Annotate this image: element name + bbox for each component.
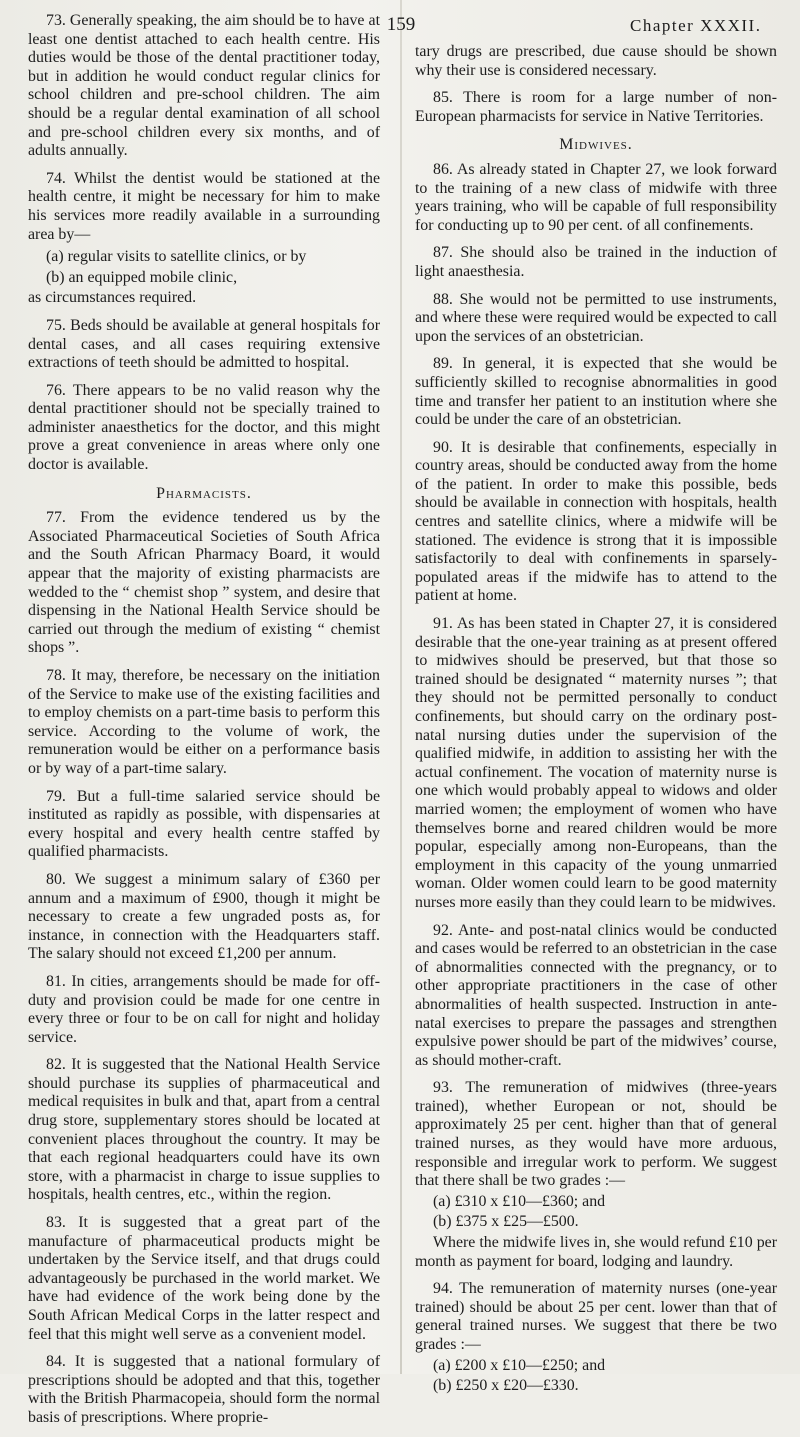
paragraph-82: 82. It is suggested that the National Health Service should purchase its supplies of pharmaceutical and medical requisites in bulk and that, apart from a central drug store, supplementary stores should be located at convenient places throughout the country. It may be that each regional headquarters could have its own store, with a pharmacist in charge to issue supplies to hospitals, health centres, etc., within the region. [28, 1056, 380, 1204]
section-heading-pharmacists: Pharmacists. [156, 484, 252, 502]
paragraph-94-item-b: (b) £250 x £20—£330. [433, 1377, 579, 1395]
paragraph-83: 83. It is suggested that a great part of the manufacture of pharmaceutical products might be undertaken by the Service itself, and that drugs could advantageously be purchased in the world market. We have had evidence of the work being done by the South African Medical Corps in the latter respect and feel that this might well serve as a convenient model. [28, 1214, 380, 1343]
page-gutter [400, 0, 402, 1374]
paragraph-86: 86. As already stated in Chapter 27, we look forward to the training of a new class of midwife with three years training, who will be capable of full responsibility for conducting up to 90 per cent. of all confinements. [415, 160, 777, 234]
paragraph-91: 91. As has been stated in Chapter 27, it is considered desirable that the one-year training as at present offered to midwives should be preserved, but that those so trained should be designated “ maternity nurses ”; that they should not be permitted personally to conduct confinements, but should carry on the ordinary post-natal nursing duties under the supervision of the qualified midwife, in addition to assisting her with the actual confinement. The vocation of maternity nurse is one which would probably appeal to widows and older married women; the employment of women who have themselves borne and reared children would be more popular, especially among non-Europeans, than the employment in this capacity of the young unmarried woman. Older women could learn to be good maternity nurses more easily than they could learn to be midwives. [415, 615, 777, 911]
running-header: Chapter XXXII. [630, 16, 762, 35]
paragraph-85: 85. There is room for a large number of non-European pharmacists for service in Native Territories. [415, 89, 777, 125]
paragraph-80: 80. We suggest a minimum salary of £360 per annum and a maximum of £900, though it might be necessary to create a few ungraded posts as, for instance, in connection with the Headquarters staff. The salary should not exceed £1,200 per annum. [28, 870, 380, 963]
paragraph-87: 87. She should also be trained in the induction of light anaesthesia. [415, 244, 777, 280]
page-number: 159 [386, 14, 416, 35]
paragraph-94: 94. The remuneration of maternity nurses (one-year trained) should be about 25 per cent. lower than that of general trained nurses. We suggest that there be two grades :— [415, 1280, 777, 1353]
paragraph-76: 76. There appears to be no valid reason why the dental practitioner should not be specially trained to administer anaesthetics for the doctor, and this might prove a great convenience in areas where only one doctor is available. [28, 381, 380, 474]
paragraph-75: 75. Beds should be available at general hospitals for dental cases, and all cases requiring extensive extractions of teeth should be admitted to hospital. [28, 316, 380, 372]
paragraph-79: 79. But a full-time salaried service should be instituted as rapidly as possible, with dispensaries at every hospital and every health centre staffed by qualified pharmacists. [28, 787, 380, 861]
paragraph-84: 84. It is suggested that a national formulary of prescriptions should be adopted and that this, together with the British Pharmacopeia, should form the normal basis of prescriptions. Where proprie- [28, 1353, 380, 1426]
paragraph-74-item-a: (a) regular visits to satellite clinics, or by [46, 248, 307, 266]
paragraph-77: 77. From the evidence tendered us by the Associated Pharmaceutical Societies of South Africa and the South African Pharmacy Board, it would appear that the majority of existing pharmacists are wedded to the “ chemist shop ” system, and desire that dispensing in the National Health Service should be carried out through the medium of existing “ chemist shops ”. [28, 509, 380, 657]
paragraph-78: 78. It may, therefore, be necessary on the initiation of the Service to make use of the existing facilities and to employ chemists on a part-time basis to perform this service. According to the volume of work, the remuneration would be either on a performance basis or by way of a part-time salary. [28, 667, 380, 777]
paragraph-74-item-b: (b) an equipped mobile clinic, [46, 268, 238, 286]
paragraph-94-item-a: (a) £200 x £10—£250; and [433, 1356, 606, 1374]
paragraph-74-closing: as circumstances required. [28, 289, 197, 307]
right-column [415, 43, 777, 1405]
paragraph-93-item-a: (a) £310 x £10—£360; and [433, 1192, 606, 1210]
paragraph-90: 90. It is desirable that confinements, especially in country areas, should be conducted away from the home of the patient. In order to make this possible, beds should be available in connection with hospitals, health centres and satellite clinics, where a midwife will be stationed. The evidence is strong that it is impossible satisfactorily to deal with confinements in sparsely-populated areas if the midwife has to attend to the patient at home. [415, 438, 777, 605]
paragraph-88: 88. She would not be permitted to use instruments, and where these were required would be expected to call upon the services of an obstetrician. [415, 290, 777, 345]
paragraph-93-item-b: (b) £375 x £25—£500. [433, 1213, 579, 1231]
section-heading-midwives: Midwives. [559, 136, 633, 154]
paragraph-73: 73. Generally speaking, the aim should be to have at least one dentist attached to each health centre. His duties would be those of the dental practitioner today, but in addition he would conduct regular clinics for school children and pre-school children. The aim should be a regular dental examination of all school and pre-school children every six months, and of adults annually. [28, 12, 380, 160]
paragraph-84-continued: tary drugs are prescribed, due cause should be shown why their use is considered necessary. [415, 43, 777, 79]
paragraph-92: 92. Ante- and post-natal clinics would be conducted and cases would be referred to an obstetrician in the case of abnormalities connected with the pregnancy, or to other appropriate practitioners in the case of other abnormalities of health suspected. Instruction in ante-natal exercises to prepare the passages and strengthen expulsive power should be part of the midwives’ course, as should mother-craft. [415, 921, 777, 1069]
paragraph-93-closing: Where the midwife lives in, she would refund £10 per month as payment for board, lodging and laundry. [415, 1234, 777, 1270]
left-column [28, 12, 380, 1437]
paragraph-81: 81. In cities, arrangements should be made for off-duty and provision could be made for one centre in every three or four to be on call for night and holiday service. [28, 972, 380, 1046]
paragraph-74: 74. Whilst the dentist would be stationed at the health centre, it might be necessary for him to make his services more readily available in a surrounding area by— [28, 169, 380, 243]
paragraph-93: 93. The remuneration of midwives (three-years trained), whether European or not, should be approximately 25 per cent. higher than that of general trained nurses, as they would have more arduous, responsible and irregular work to perform. We suggest that there shall be two grades :— [415, 1079, 777, 1190]
paragraph-89: 89. In general, it is expected that she would be sufficiently skilled to recognise abnormalities in good time and transfer her patient to an institution where she could be under the care of an obstetrician. [415, 355, 777, 429]
